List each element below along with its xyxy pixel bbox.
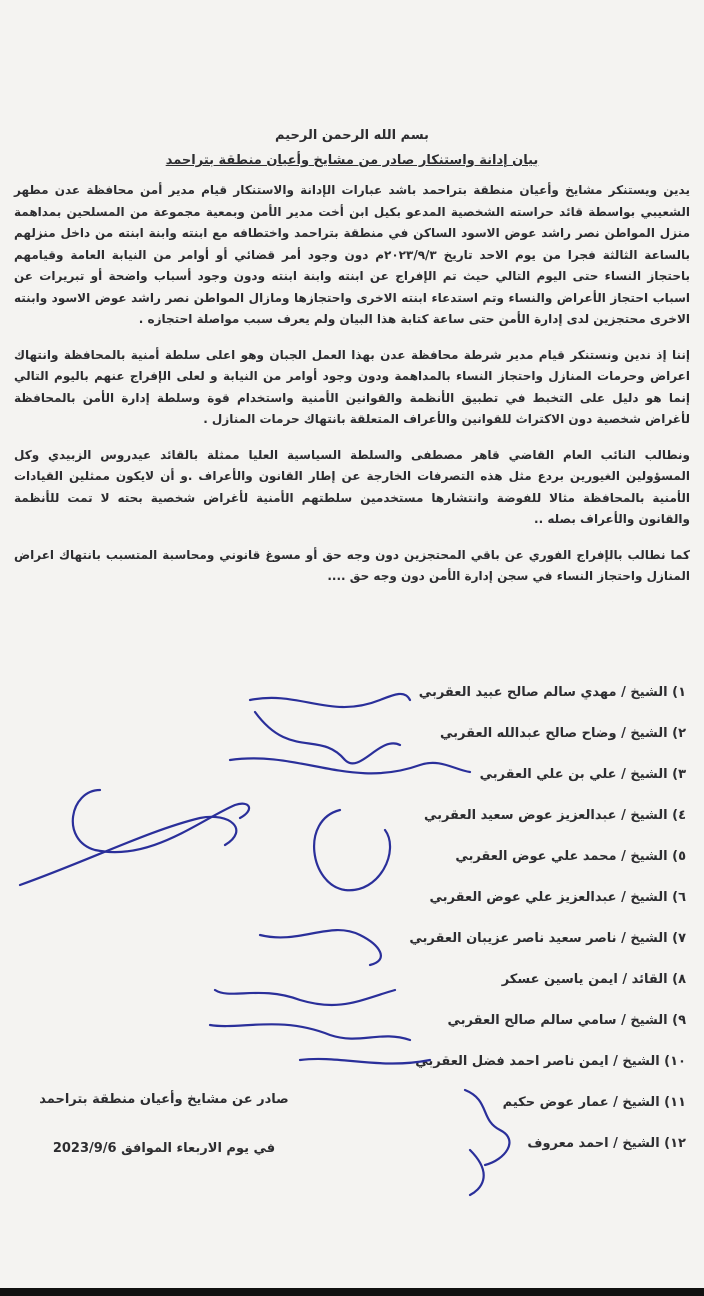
document-title: بيان إدانة واستنكار صادر من مشايخ وأعيان منطقة بتراحمد (165, 153, 539, 168)
document-body (14, 128, 690, 602)
issuer-line: صادر عن مشايخ وأعيان منطقة بتراحمد (39, 1092, 289, 1107)
paragraph-3: ونطالب النائب العام القاضي قاهر مصطفى والسلطة السياسية العليا ممثلة بالقائد عيدروس الزبيدي وكل المسؤولين الغيورين بردع مثل هذه التصرفات الخارجة عن إطار القانون والأعراف .و أن لايكون ممثلين القيادات الأمنية بالمحافظة مثالا للفوضة وانتشارها مستخدمين سلطتهم الأمنية لأغراض شخصية بحته لا تمت للأنظمة والقانون والأعراف بصله .. (14, 447, 690, 526)
signatories-list (266, 672, 686, 1164)
bottom-edge (0, 1288, 704, 1296)
paragraph-4: كما نطالب بالإفراج الفوري عن باقي المحتجزين دون وجه حق أو مسوغ قانوني ومحاسبة المتسبب بانتهاك اعراض المنازل واحتجاز النساء في سجن إدارة الأمن دون وجه حق .... (14, 547, 690, 583)
signature-stroke-4 (20, 817, 236, 885)
signatory-9: ٩) الشيخ / سامي سالم صالح العقربي (447, 1013, 686, 1028)
paragraph-2: إننا إذ ندين ونستنكر قيام مدير شرطة محافظة عدن بهذا العمل الجبان وهو اعلى سلطة أمنية بالمحافظة وانتهاك اعراض وحرمات المنازل واحتجاز النساء بالمداهمة ودون وجود أوامر من النيابة و لعلى الإفراج عنهم باليوم التالي إنما هو دليل على التخبط في تطبيق الأنظمة والقوانين الأمنية واستخدام قوة وسلطة إدارة الأمن بالمحافظة لأغراض شخصية دون الاكتراث للقوانين والأعراف المتعلقة بانتهاك حرمات المنازل . (14, 347, 690, 426)
paragraph-1: يدين ويستنكر مشايخ وأعيان منطقة بتراحمد باشد عبارات الإدانة والاستنكار قيام مدير أمن محافظة عدن مطهر الشعيبي بواسطة قائد حراسته الشخصية المدعو بكيل ابن أخت مدير الأمن وبمعية مجموعة من المسلحين بمداهمة منزل المواطن نصر راشد عوض الاسود الساكن في منطقة بتراحمد واختطافه مع ابنته وابنة ابنته من داخل منزلهم بالساعة الثالثة فجرا من يوم الاحد تاريخ ٢٠٢٣/٩/٣م دون وجود أمر قضائي أو أوامر من النيابة العامة وقيامهم باحتجاز النساء حتى اليوم التالي حيث تم الإفراج عن ابنته وابنة ابنته ودون وجود أسباب واضحة أو تبريرات عن اسباب احتجاز الأعراض والنساء وتم استدعاء ابنته الاخرى واحتجازها ومازال المواطن نصر راشد عوض الاسود وابنته الاخرى محتجزين لدى إدارة الأمن حتى ساعة كتابة هذا البيان ولم يعرف سبب مواصلة احتجازه . (14, 183, 690, 326)
basmala: بسم الله الرحمن الرحيم (275, 128, 429, 143)
signatory-8: ٨) القائد / ايمن ياسين عسكر (501, 972, 686, 987)
signatory-10: ١٠) الشيخ / ايمن ناصر احمد فضل العقربي (415, 1054, 686, 1069)
signatory-6: ٦) الشيخ / عبدالعزيز علي عوض العقربي (429, 890, 686, 905)
signatory-3: ٣) الشيخ / علي بن علي العقربي (479, 767, 686, 782)
signatory-1: ١) الشيخ / مهدي سالم صالح عبيد العقربي (418, 685, 686, 700)
signatory-7: ٧) الشيخ / ناصر سعيد ناصر عزيبان العقربي (409, 931, 686, 946)
signatory-11: ١١) الشيخ / عمار عوض حكيم (502, 1095, 686, 1110)
signatory-4: ٤) الشيخ / عبدالعزيز عوض سعيد العقربي (423, 808, 686, 823)
signatory-2: ٢) الشيخ / وضاح صالح عبدالله العقربي (440, 726, 686, 741)
issuer-block (24, 1092, 304, 1156)
date-line: في يوم الاربعاء الموافق 2023/9/6 (52, 1141, 276, 1156)
signature-stroke-3 (73, 790, 249, 852)
signatory-12: ١٢) الشيخ / احمد معروف (527, 1136, 686, 1151)
signatory-5: ٥) الشيخ / محمد علي عوض العقربي (455, 849, 686, 864)
